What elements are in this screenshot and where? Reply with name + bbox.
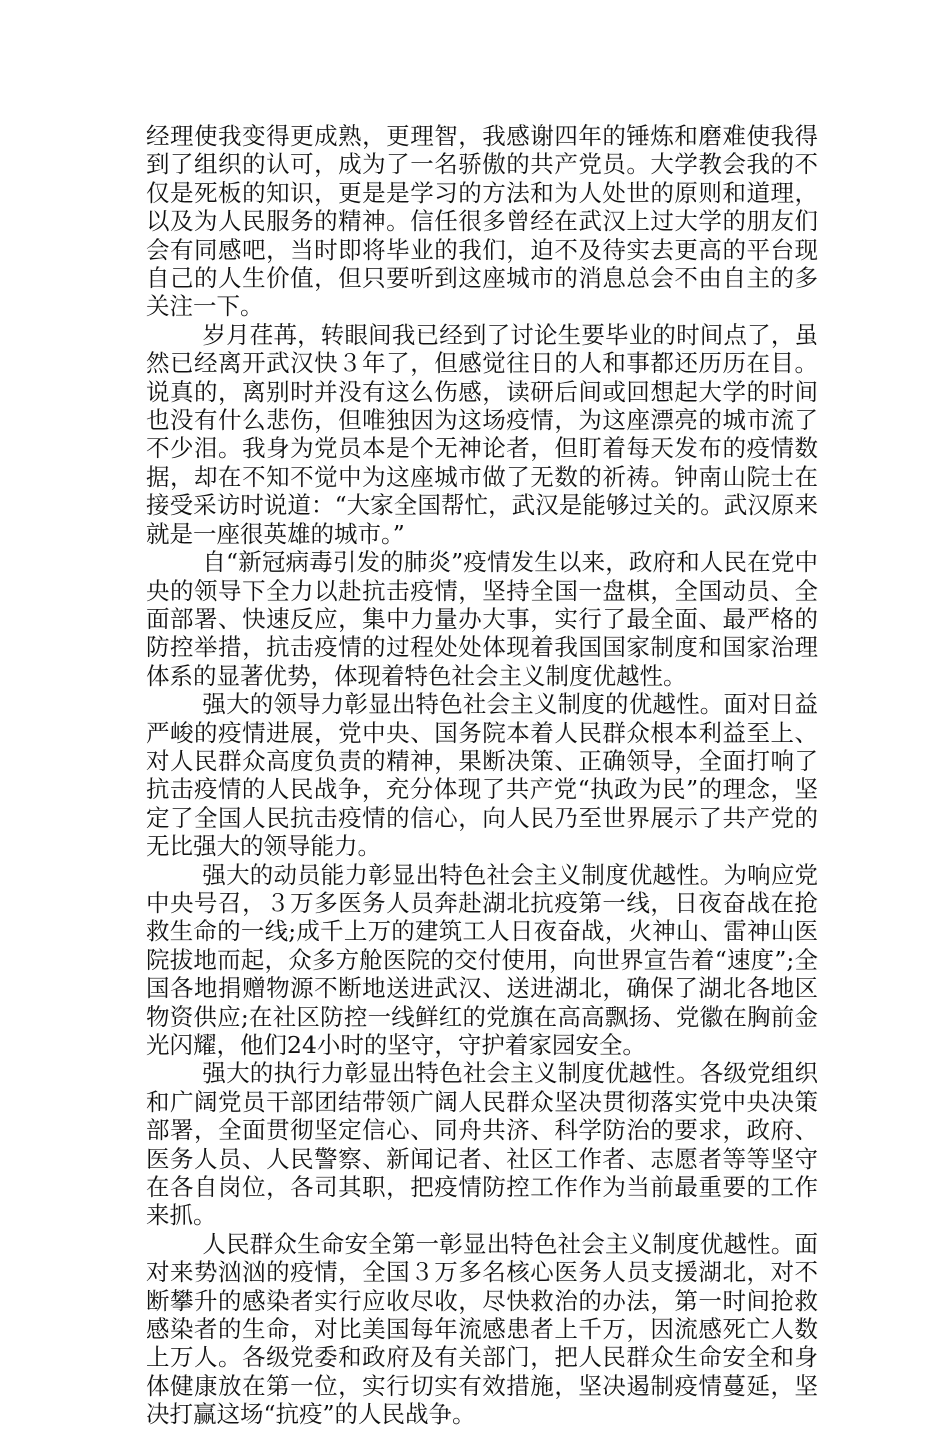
document-body — [146, 122, 818, 1429]
paragraph-1: 经理使我变得更成熟，更理智，我感谢四年的锤炼和磨难使我得到了组织的认可，成为了一名骄傲的共产党员。大学教会我的不仅是死板的知识，更是是学习的方法和为人处世的原则和道理，以及为人民服务的精神。信任很多曾经在武汉上过大学的朋友们会有同感吧，当时即将毕业的我们，迫不及待实去更高的平台现自己的人生价值，但只要听到这座城市的消息总会不由自主的多关注一下。 — [146, 122, 818, 321]
paragraph-4: 强大的领导力彰显出特色社会主义制度的优越性。面对日益严峻的疫情进展，党中央、国务院本着人民群众根本利益至上、对人民群众高度负责的精神，果断决策、正确领导，全面打响了抗击疫情的人民战争，充分体现了共产党“执政为民”的理念，坚定了全国人民抗击疫情的信心，向人民乃至世界展示了共产党的无比强大的领导能力。 — [146, 690, 818, 861]
paragraph-6: 强大的执行力彰显出特色社会主义制度优越性。各级党组织和广阔党员干部团结带领广阔人民群众坚决贯彻落实党中央决策部署，全面贯彻坚定信心、同舟共济、科学防治的要求，政府、医务人员、人民警察、新闻记者、社区工作者、志愿者等等坚守在各自岗位，各司其职，把疫情防控工作作为当前最重要的工作来抓。 — [146, 1059, 818, 1230]
paragraph-5: 强大的动员能力彰显出特色社会主义制度优越性。为响应党中央号召，３万多医务人员奔赴湖北抗疫第一线，日夜奋战在抢救生命的一线;成千上万的建筑工人日夜奋战，火神山、雷神山医院拔地而起，众多方舱医院的交付使用，向世界宣告着“速度”;全国各地捐赠物源不断地送进武汉、送进湖北，确保了湖北各地区物资供应;在社区防控一线鲜红的党旗在高高飘扬、党徽在胸前金光闪耀，他们24小时的坚守，守护着家园安全。 — [146, 860, 818, 1059]
paragraph-3: 自“新冠病毒引发的肺炎”疫情发生以来，政府和人民在党中央的领导下全力以赴抗击疫情，坚持全国一盘棋，全国动员、全面部署、快速反应，集中力量办大事，实行了最全面、最严格的防控举措，抗击疫情的过程处处体现着我国国家制度和国家治理体系的显著优势，体现着特色社会主义制度优越性。 — [146, 548, 818, 690]
paragraph-2: 岁月荏苒，转眼间我已经到了讨论生要毕业的时间点了，虽然已经离开武汉快３年了，但感觉往日的人和事都还历历在目。说真的，离别时并没有这么伤感，读研后间或回想起大学的时间也没有什么悲伤，但唯独因为这场疫情，为这座漂亮的城市流了不少泪。我身为党员本是个无神论者，但盯着每天发布的疫情数据，却在不知不觉中为这座城市做了无数的祈祷。钟南山院士在接受采访时说道：“大家全国帮忙，武汉是能够过关的。武汉原来就是一座很英雄的城市。” — [146, 320, 818, 548]
paragraph-7: 人民群众生命安全第一彰显出特色社会主义制度优越性。面对来势汹汹的疫情，全国３万多名核心医务人员支援湖北，对不断攀升的感染者实行应收尽收，尽快救治的办法，第一时间抢救感染者的生命，对比美国每年流感患者上千万，因流感死亡人数上万人。各级党委和政府及有关部门，把人民群众生命安全和身体健康放在第一位，实行切实有效措施，坚决遏制疫情蔓延，坚决打赢这场“抗疫”的人民战争。 — [146, 1229, 818, 1429]
